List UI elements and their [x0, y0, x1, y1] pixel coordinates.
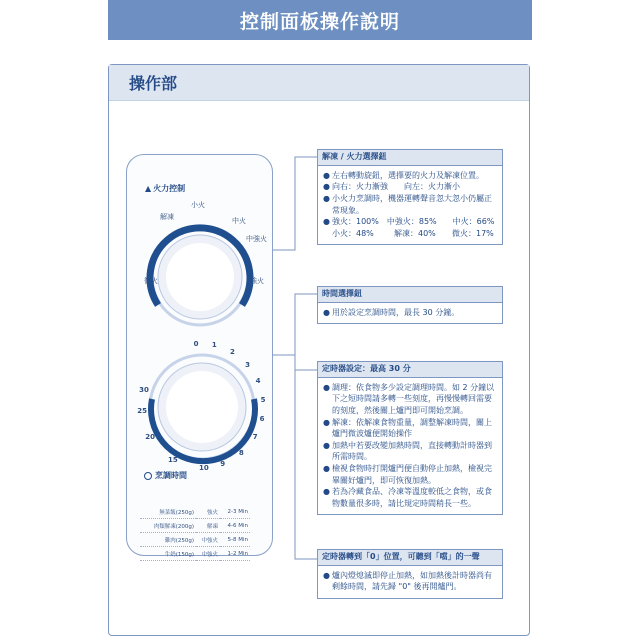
timer-tick: 8 [238, 449, 244, 458]
timer-tick: 20 [145, 433, 156, 441]
page-title: 控制面板操作說明 [239, 10, 400, 33]
section-title: 操作部 [129, 74, 178, 93]
cook-table-cell: 肉類解凍(200g) [140, 519, 196, 533]
power-dial-item: ● 小火力烹調時，機器運轉聲音忽大忽小仍屬正常現象。 [323, 193, 492, 215]
timer-tick: 3 [245, 360, 250, 369]
power-control-label: ▲ 火力控制 [145, 184, 186, 193]
power-knob[interactable] [130, 205, 270, 335]
clock-icon [144, 472, 152, 480]
cook-table-cell: 中強火 [196, 533, 220, 547]
timer-tick: 0 [193, 340, 199, 349]
timer-bell-item: ● 爐內燈熄滅即停止加熱，如加熱後計時器尚有剩餘時間，請先歸 "0" 後再開爐門。 [323, 570, 492, 592]
timer-tick: 7 [252, 433, 258, 441]
power-dial-item: ● 強火：100% 中強火：85% 中火：66% [323, 217, 495, 227]
power-mark-weak: 微火 [144, 277, 158, 285]
cook-table-cell: 牛奶(150g) [140, 547, 196, 561]
cook-table [140, 505, 250, 561]
timer-bell-title: 定時器轉到「0」位置，可聽到「噹」的一聲 [318, 550, 502, 566]
cook-table-cell: 2-3 Min [220, 505, 250, 519]
cook-table-row [140, 519, 250, 533]
cook-table-cell: 1-2 Min [220, 547, 250, 561]
cook-table-cell: 強火 [196, 505, 220, 519]
timer-setting-item: ● 調理：依食物多少設定調理時間。如 2 分鐘以下之短時間請多轉一些刻度，再慢慢轉回需要的刻度，然後關上爐門即可開始烹調。 [323, 382, 495, 415]
timer-tick: 10 [199, 464, 209, 472]
cook-table-cell: 解凍 [196, 519, 220, 533]
timer-tick: 1 [211, 341, 217, 350]
power-dial-item: ● 左右轉動旋鈕，選擇要的火力及解凍位置。 [323, 170, 484, 180]
timer-tick: 5 [260, 395, 266, 404]
cook-table-row [140, 547, 250, 561]
timer-setting-item: ● 加熱中若要改變加熱時間，直接轉動計時器到所需時間。 [323, 440, 492, 462]
power-mark-defrost: 解凍 [160, 213, 174, 221]
power-dial-item: ● 向右：火力漸強 向左：火力漸小 [323, 182, 460, 192]
timer-knob[interactable] [130, 335, 270, 465]
cook-table-cell: 無菜飯(250g) [140, 505, 196, 519]
power-mark-high: 強火 [250, 277, 264, 285]
power-dial-title: 解凍 / 火力選擇鈕 [318, 150, 502, 166]
time-dial-item: ● 用於設定烹調時間，最長 30 分鐘。 [323, 307, 460, 317]
timer-tick: 6 [259, 414, 265, 423]
cook-table-cell: 中強火 [196, 547, 220, 561]
cook-table-cell: 5-8 Min [220, 533, 250, 547]
timer-tick: 25 [137, 407, 147, 416]
cook-time-label: 烹調時間 [144, 472, 187, 480]
power-mark-low: 小火 [191, 201, 205, 209]
cook-table-cell: 雞肉(250g) [140, 533, 196, 547]
timer-tick: 30 [139, 385, 149, 394]
power-mark-mid: 中火 [232, 217, 246, 225]
timer-tick: 9 [220, 460, 226, 469]
cook-table-row [140, 533, 250, 547]
cook-table-row [140, 505, 250, 519]
flame-icon: ▲ [145, 184, 152, 193]
timer-setting-item: ● 解凍：依解凍食物重量，調整解凍時間，關上爐門微波爐便開始操作 [323, 417, 492, 439]
power-dial-box [317, 149, 503, 245]
timer-setting-item: ● 若為冷藏食品、冷凍等溫度較低之食物，或食物數量很多時，請比規定時間稍長一些。 [323, 487, 492, 508]
timer-bell-box [317, 549, 503, 599]
power-levels-row: 小火：48% 解凍：40% 微火：17% [332, 228, 494, 238]
timer-setting-box [317, 361, 503, 515]
time-dial-box [317, 286, 503, 324]
time-dial-title: 時間選擇鈕 [318, 287, 502, 303]
timer-tick: 2 [230, 348, 235, 357]
timer-setting-item: ● 檢視食物時打開爐門便自動停止加熱，檢視完畢關好爐門，即可恢復加熱。 [323, 463, 492, 485]
power-mark-mid-high: 中強火 [246, 235, 267, 243]
timer-tick: 4 [255, 376, 261, 385]
timer-tick: 15 [168, 455, 178, 464]
cook-table-cell: 4-6 Min [220, 519, 250, 533]
timer-setting-title: 定時器設定：最高 30 分 [318, 362, 502, 378]
